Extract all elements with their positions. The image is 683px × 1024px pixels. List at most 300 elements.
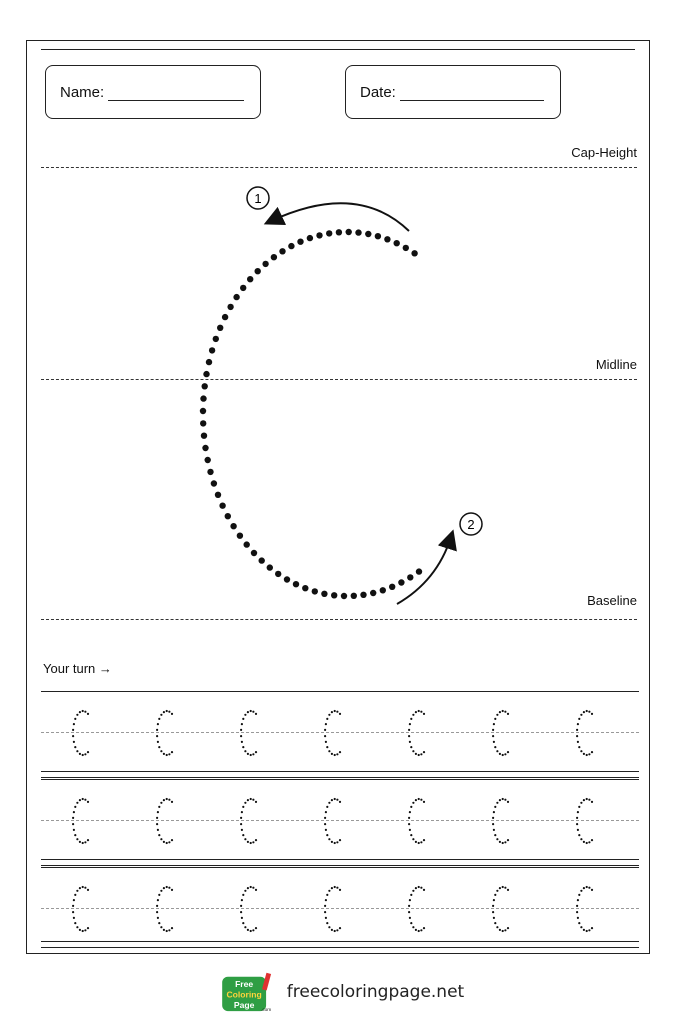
trace-dot <box>331 753 333 755</box>
trace-dot <box>410 834 412 836</box>
trace-dot <box>423 927 425 929</box>
practice-letter-c[interactable] <box>156 710 173 756</box>
trace-dot <box>209 347 215 353</box>
date-label: Date: <box>360 83 396 101</box>
trace-dot <box>326 746 328 748</box>
trace-dot <box>580 714 582 716</box>
trace-dot <box>576 905 578 907</box>
trace-dot <box>591 889 593 891</box>
trace-dot <box>496 750 498 752</box>
trace-dot <box>591 751 593 753</box>
trace-dot <box>84 929 86 931</box>
trace-dot <box>493 811 495 813</box>
trace-dot <box>240 905 242 907</box>
trace-dot <box>166 842 168 844</box>
trace-dot <box>326 922 328 924</box>
trace-dot <box>334 710 336 712</box>
trace-dot <box>240 911 242 913</box>
trace-dot <box>293 581 299 587</box>
trace-dot <box>252 753 254 755</box>
trace-dot <box>412 838 414 840</box>
trace-dot <box>507 889 509 891</box>
trace-dot <box>583 753 585 755</box>
trace-dot <box>242 806 244 808</box>
trace-dot <box>334 842 336 844</box>
trace-dot <box>339 889 341 891</box>
cap-height-label: Cap-Height <box>571 145 637 160</box>
practice-letter-c[interactable] <box>72 886 89 932</box>
practice-letter-c[interactable] <box>408 886 425 932</box>
trace-dot <box>247 799 249 801</box>
trace-dot <box>240 285 246 291</box>
trace-dot <box>72 729 74 731</box>
trace-dot <box>72 823 74 825</box>
trace-dot <box>583 841 585 843</box>
trace-dot <box>499 887 501 889</box>
trace-dot <box>158 834 160 836</box>
site-url[interactable]: freecoloringpage.net <box>286 982 465 1002</box>
trace-dot <box>493 917 495 919</box>
trace-dot <box>255 751 257 753</box>
trace-dot <box>331 929 333 931</box>
trace-dot <box>262 261 268 267</box>
practice-letter-c[interactable] <box>156 886 173 932</box>
trace-dot <box>420 929 422 931</box>
practice-row-2 <box>41 779 639 867</box>
trace-dot <box>82 886 84 888</box>
trace-dot <box>326 834 328 836</box>
trace-dot <box>312 588 318 594</box>
trace-dot <box>494 834 496 836</box>
trace-dot <box>87 713 89 715</box>
trace-dot <box>158 746 160 748</box>
step-1-badge <box>247 187 269 209</box>
trace-dot <box>408 817 410 819</box>
trace-dot <box>302 585 308 591</box>
trace-dot <box>247 841 249 843</box>
trace-dot <box>412 714 414 716</box>
trace-dot <box>502 842 504 844</box>
trace-dot <box>166 754 168 756</box>
trace-dot <box>591 713 593 715</box>
trace-dot <box>502 930 504 932</box>
trace-dot <box>156 735 158 737</box>
trace-dot <box>355 229 361 235</box>
free-coloring-page-logo[interactable] <box>219 971 275 1013</box>
trace-dot <box>242 834 244 836</box>
trace-dot <box>418 754 420 756</box>
trace-dot <box>502 710 504 712</box>
trace-dot <box>492 817 494 819</box>
trace-dot <box>241 829 243 831</box>
trace-dot <box>578 922 580 924</box>
trace-dot <box>336 841 338 843</box>
practice-letters[interactable] <box>41 867 639 955</box>
trace-dot <box>507 713 509 715</box>
trace-dot <box>578 746 580 748</box>
trace-dot <box>76 926 78 928</box>
trace-dot <box>493 829 495 831</box>
trace-dot <box>492 823 494 825</box>
trace-dot <box>156 823 158 825</box>
trace-dot <box>200 408 206 414</box>
trace-dot <box>420 887 422 889</box>
practice-letter-c[interactable] <box>492 798 509 844</box>
trace-dot <box>494 718 496 720</box>
trace-dot <box>591 801 593 803</box>
trace-dot <box>324 911 326 913</box>
trace-dot <box>163 929 165 931</box>
trace-dot <box>410 922 412 924</box>
trace-dot <box>588 929 590 931</box>
trace-dot <box>341 593 347 599</box>
trace-dot <box>586 886 588 888</box>
trace-dot <box>267 564 273 570</box>
trace-dot <box>222 314 228 320</box>
trace-dot <box>370 590 376 596</box>
step-2-badge <box>460 513 482 535</box>
trace-dot <box>586 842 588 844</box>
trace-dot <box>492 905 494 907</box>
trace-dot <box>244 541 250 547</box>
trace-dot <box>288 243 294 249</box>
trace-dot <box>163 799 165 801</box>
svg-text:Page: Page <box>233 1000 255 1011</box>
trace-dot <box>200 395 206 401</box>
trace-dot <box>250 842 252 844</box>
trace-dot <box>200 420 206 426</box>
trace-dot <box>398 579 404 585</box>
trace-dot <box>171 713 173 715</box>
trace-dot <box>409 829 411 831</box>
trace-dot <box>420 711 422 713</box>
right-arrow-icon: → <box>98 661 112 676</box>
trace-dot <box>252 929 254 931</box>
trace-dot <box>202 383 208 389</box>
trace-dot <box>255 268 261 274</box>
trace-dot <box>255 839 257 841</box>
trace-dot <box>79 887 81 889</box>
trace-dot <box>583 887 585 889</box>
trace-dot <box>336 753 338 755</box>
trace-dot <box>73 917 75 919</box>
trace-dot <box>339 927 341 929</box>
trace-dot <box>331 841 333 843</box>
trace-dot <box>328 750 330 752</box>
trace-dot <box>334 798 336 800</box>
trace-dot <box>168 887 170 889</box>
trace-dot <box>325 741 327 743</box>
trace-dot <box>423 801 425 803</box>
trace-dot <box>82 754 84 756</box>
trace-dot <box>576 729 578 731</box>
trace-dot <box>241 811 243 813</box>
trace-dot <box>168 799 170 801</box>
trace-dot <box>76 750 78 752</box>
trace-dot <box>416 568 422 574</box>
trace-dot <box>334 886 336 888</box>
trace-dot <box>409 723 411 725</box>
trace-dot <box>213 336 219 342</box>
stroke-1-arrow <box>271 203 409 231</box>
trace-dot <box>336 887 338 889</box>
trace-dot <box>375 233 381 239</box>
trace-dot <box>241 899 243 901</box>
trace-dot <box>87 927 89 929</box>
practice-letter-c[interactable] <box>240 710 257 756</box>
practice-letter-c[interactable] <box>408 710 425 756</box>
trace-dot <box>415 711 417 713</box>
trace-dot <box>82 710 84 712</box>
trace-dot <box>244 750 246 752</box>
trace-dot <box>324 729 326 731</box>
trace-dot <box>412 802 414 804</box>
trace-dot <box>247 887 249 889</box>
trace-dot <box>507 839 509 841</box>
trace-dot <box>171 927 173 929</box>
stroke-2-arrow <box>397 537 451 604</box>
trace-dot <box>87 801 89 803</box>
trace-dot <box>250 710 252 712</box>
trace-dot <box>252 711 254 713</box>
practice-letter-c[interactable] <box>576 886 593 932</box>
trace-dot <box>502 798 504 800</box>
trace-dot <box>496 890 498 892</box>
trace-dot <box>240 735 242 737</box>
trace-dot <box>492 911 494 913</box>
trace-dot <box>586 930 588 932</box>
your-turn-label: Your turn <box>43 661 96 676</box>
trace-dot <box>82 842 84 844</box>
trace-dot <box>250 930 252 932</box>
trace-dot <box>247 929 249 931</box>
trace-dot <box>79 841 81 843</box>
trace-dot <box>160 838 162 840</box>
trace-dot <box>215 492 221 498</box>
trace-dot <box>247 276 253 282</box>
trace-dot <box>255 889 257 891</box>
trace-dot <box>420 841 422 843</box>
trace-dot <box>410 746 412 748</box>
trace-dot <box>158 718 160 720</box>
trace-dot <box>166 798 168 800</box>
trace-dot <box>496 926 498 928</box>
trace-dot <box>79 929 81 931</box>
trace-dot <box>244 838 246 840</box>
trace-dot <box>166 886 168 888</box>
worksheet <box>26 40 650 954</box>
trace-dot <box>586 798 588 800</box>
trace-dot <box>252 799 254 801</box>
trace-dot <box>325 899 327 901</box>
trace-dot <box>73 829 75 831</box>
practice-letter-c[interactable] <box>240 886 257 932</box>
trace-dot <box>409 811 411 813</box>
trace-dot <box>326 230 332 236</box>
trace-dot <box>324 735 326 737</box>
trace-dot <box>577 917 579 919</box>
trace-dot <box>168 841 170 843</box>
practice-letters[interactable] <box>41 691 639 779</box>
trace-dot <box>158 806 160 808</box>
trace-dot <box>423 713 425 715</box>
your-turn-prompt <box>43 661 112 676</box>
trace-dot <box>72 817 74 819</box>
trace-dot <box>504 929 506 931</box>
trace-dot <box>591 927 593 929</box>
trace-dot <box>407 574 413 580</box>
trace-dot <box>242 718 244 720</box>
trace-dot <box>325 917 327 919</box>
trace-dot <box>331 799 333 801</box>
baseline-label: Baseline <box>587 593 637 608</box>
trace-dot <box>415 841 417 843</box>
trace-dot <box>244 802 246 804</box>
practice-letter-c[interactable] <box>492 710 509 756</box>
trace-dot <box>499 841 501 843</box>
practice-letter-c[interactable] <box>492 886 509 932</box>
trace-dot <box>408 911 410 913</box>
trace-dot <box>242 922 244 924</box>
trace-dot <box>389 584 395 590</box>
trace-dot <box>324 817 326 819</box>
trace-dot <box>237 533 243 539</box>
trace-dot <box>410 894 412 896</box>
trace-dot <box>591 839 593 841</box>
trace-dot <box>588 799 590 801</box>
trace-dot <box>328 714 330 716</box>
trace-dot <box>578 894 580 896</box>
trace-dot <box>580 838 582 840</box>
trace-dot <box>415 887 417 889</box>
trace-dot <box>321 591 327 597</box>
trace-dot <box>494 746 496 748</box>
trace-dot <box>79 753 81 755</box>
trace-dot <box>325 723 327 725</box>
trace-dot <box>297 239 303 245</box>
trace-dot <box>74 922 76 924</box>
trace-dot <box>244 714 246 716</box>
trace-dot <box>336 929 338 931</box>
trace-dot <box>76 838 78 840</box>
practice-letter-c[interactable] <box>324 798 341 844</box>
trace-dot <box>74 746 76 748</box>
trace-dot <box>494 894 496 896</box>
trace-dot <box>586 710 588 712</box>
trace-dot <box>241 917 243 919</box>
trace-dot <box>408 735 410 737</box>
trace-dot <box>493 741 495 743</box>
trace-dot <box>217 325 223 331</box>
trace-dot <box>168 929 170 931</box>
trace-dot <box>79 799 81 801</box>
trace-dot <box>409 917 411 919</box>
trace-dot <box>171 801 173 803</box>
trace-dot <box>72 911 74 913</box>
trace-dot <box>580 802 582 804</box>
trace-dot <box>409 741 411 743</box>
practice-letter-c[interactable] <box>72 710 89 756</box>
trace-dot <box>244 890 246 892</box>
trace-dot <box>325 811 327 813</box>
trace-dot <box>163 887 165 889</box>
trace-dot <box>240 817 242 819</box>
trace-dot <box>84 799 86 801</box>
trace-dot <box>201 433 207 439</box>
trace-dot <box>73 899 75 901</box>
trace-dot <box>339 751 341 753</box>
trace-dot <box>583 799 585 801</box>
trace-dot <box>206 359 212 365</box>
trace-dot <box>504 799 506 801</box>
trace-dot <box>339 801 341 803</box>
trace-dot <box>259 557 265 563</box>
trace-dot <box>241 741 243 743</box>
trace-dot <box>250 798 252 800</box>
trace-dot <box>331 711 333 713</box>
trace-dot <box>207 469 213 475</box>
trace-dot <box>156 911 158 913</box>
practice-row-1 <box>41 691 639 779</box>
name-label: Name: <box>60 83 105 101</box>
practice-letter-c[interactable] <box>324 886 341 932</box>
practice-letter-c[interactable] <box>408 798 425 844</box>
trace-dot <box>410 718 412 720</box>
trace-dot <box>242 894 244 896</box>
trace-dot <box>588 753 590 755</box>
trace-dot <box>504 887 506 889</box>
trace-dot <box>576 823 578 825</box>
trace-dot <box>156 817 158 819</box>
trace-dot <box>168 753 170 755</box>
trace-dot <box>233 294 239 300</box>
practice-letter-c[interactable] <box>324 710 341 756</box>
trace-dot <box>203 371 209 377</box>
trace-dot <box>420 799 422 801</box>
practice-letters[interactable] <box>41 779 639 867</box>
trace-dot <box>84 887 86 889</box>
svg-text:Free: Free <box>234 979 253 990</box>
practice-letter-c[interactable] <box>576 798 593 844</box>
practice-letter-c[interactable] <box>576 710 593 756</box>
trace-dot <box>415 753 417 755</box>
trace-dot <box>156 729 158 731</box>
trace-dot <box>76 802 78 804</box>
trace-dot <box>418 842 420 844</box>
trace-dot <box>160 750 162 752</box>
practice-letter-c[interactable] <box>156 798 173 844</box>
trace-dot <box>494 922 496 924</box>
trace-dot <box>279 248 285 254</box>
trace-dot <box>420 753 422 755</box>
trace-dot <box>408 823 410 825</box>
trace-dot <box>205 457 211 463</box>
trace-dot <box>586 754 588 756</box>
trace-dot <box>79 711 81 713</box>
trace-dot <box>73 811 75 813</box>
trace-dot <box>241 723 243 725</box>
trace-dot <box>202 445 208 451</box>
trace-dot <box>328 802 330 804</box>
practice-letter-c[interactable] <box>240 798 257 844</box>
trace-dot <box>211 480 217 486</box>
trace-dot <box>499 753 501 755</box>
trace-dot <box>157 917 159 919</box>
trace-dot <box>240 729 242 731</box>
trace-dot <box>325 829 327 831</box>
practice-letter-c[interactable] <box>72 798 89 844</box>
trace-dot <box>578 834 580 836</box>
